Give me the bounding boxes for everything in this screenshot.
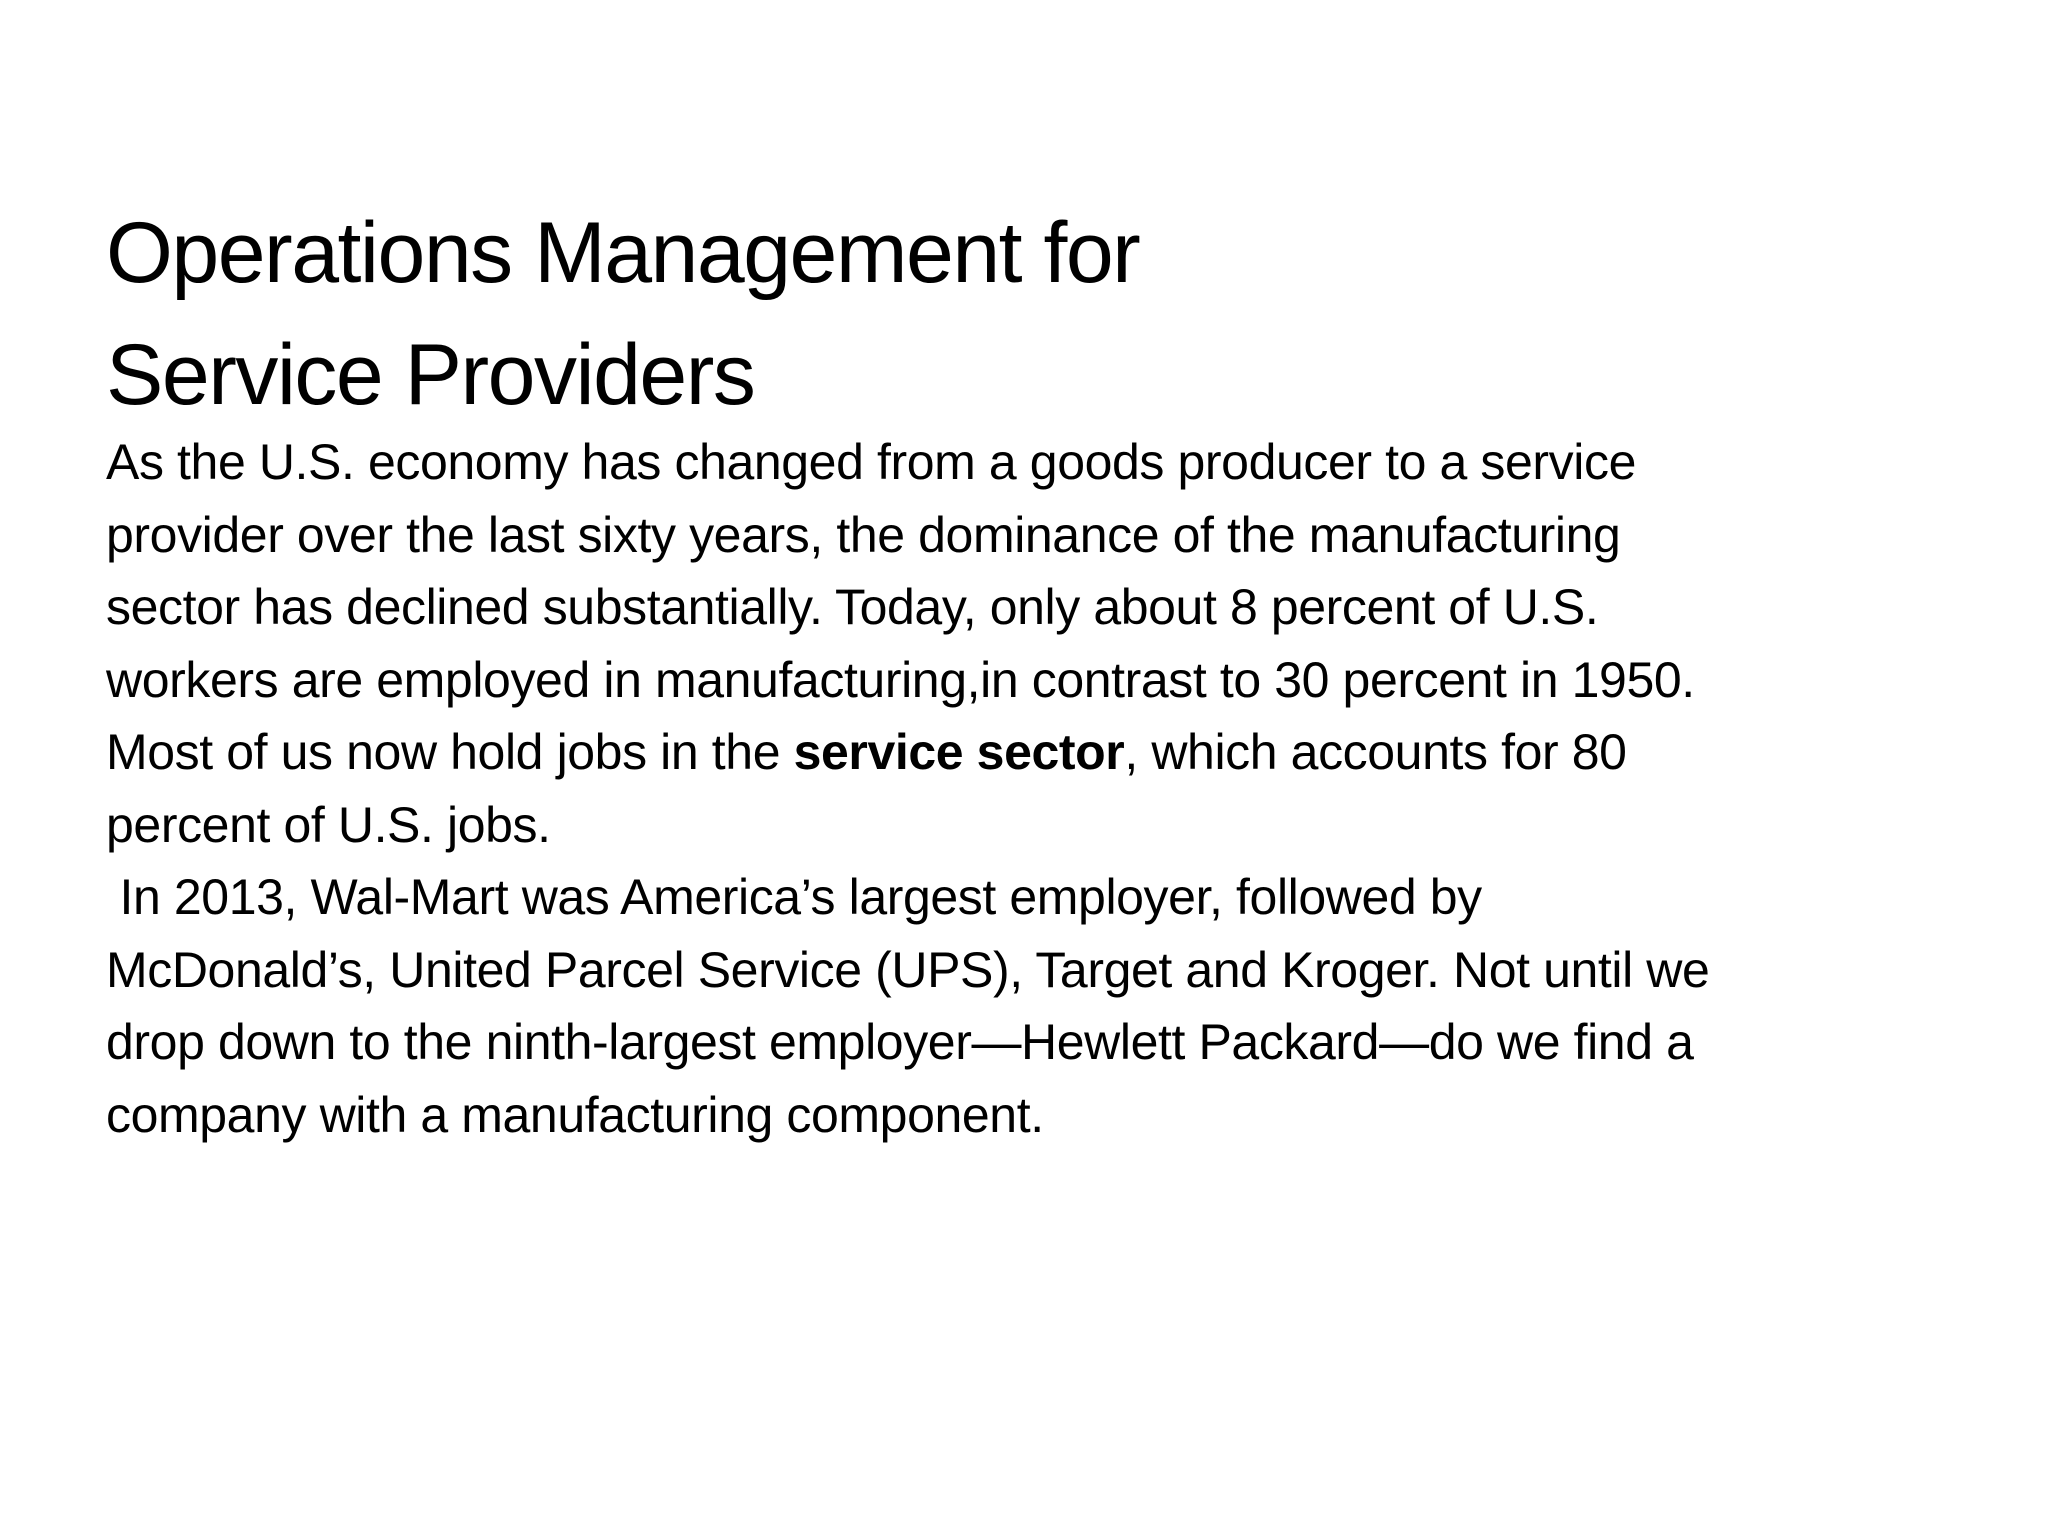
body-line-5-start: Most of us now hold jobs in the — [106, 724, 794, 780]
body-line-3: sector has declined substantially. Today, only about 8 percent of U.S. — [106, 579, 1599, 635]
body-line-5 — [106, 716, 1986, 789]
slide-body-text — [106, 426, 1986, 1151]
body-line-6: percent of U.S. jobs. — [106, 796, 551, 853]
body-line-8: McDonald’s, United Parcel Service (UPS), Target and Kroger. Not until we — [106, 941, 1710, 998]
slide-title — [106, 192, 1906, 436]
slide-title-line-1: Operations Management for — [106, 205, 1140, 301]
body-line-2: provider over the last sixty years, the dominance of the manufacturing — [106, 506, 1621, 563]
body-line-5-end: , which accounts for 80 — [1124, 724, 1627, 780]
body-line-1: As the U.S. economy has changed from a goods producer to a service — [106, 434, 1636, 490]
slide-title-line-2: Service Providers — [106, 327, 755, 423]
body-line-10: company with a manufacturing component. — [106, 1086, 1044, 1143]
body-line-9: drop down to the ninth-largest employer—Hewlett Packard—do we find a — [106, 1014, 1694, 1070]
service-sector-term: service sector — [793, 724, 1125, 780]
body-line-7: In 2013, Wal-Mart was America’s largest employer, followed by — [106, 869, 1482, 925]
body-line-4: workers are employed in manufacturing,in contrast to 30 percent in 1950. — [106, 651, 1695, 708]
